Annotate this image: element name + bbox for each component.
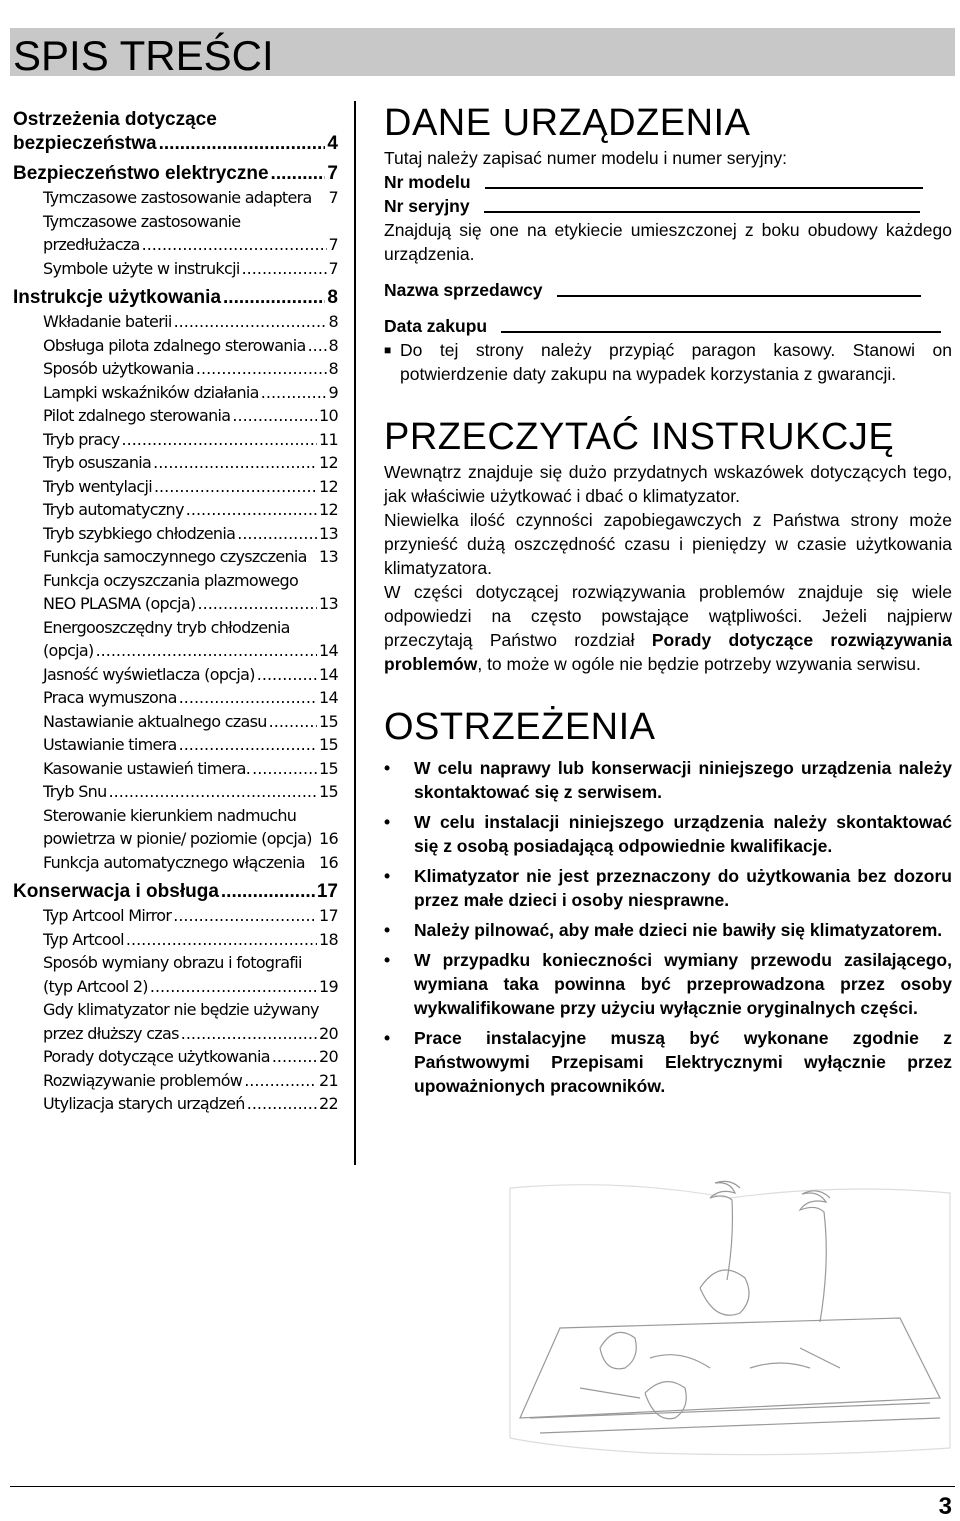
toc-leader <box>96 639 317 663</box>
toc-label: Nastawianie aktualnego czasu <box>43 711 267 731</box>
toc-label: Tymczasowe zastosowanie adaptera <box>43 188 312 207</box>
toc-page: 15 <box>319 735 338 754</box>
warning-item <box>384 918 952 942</box>
bullet-icon: • <box>384 920 391 940</box>
toc-page: 15 <box>319 711 338 731</box>
toc-page: 4 <box>327 133 338 154</box>
toc-label: Tryb szybkiego chłodzenia <box>43 523 236 543</box>
toc-page: 22 <box>319 1094 338 1113</box>
toc-page: 12 <box>319 476 338 496</box>
toc-label: powietrza w pionie/ poziomie (opcja) <box>43 829 312 848</box>
toc-page: 18 <box>319 929 338 949</box>
toc-line-sub: Sposób wymiany obrazu i fotografii <box>43 953 302 972</box>
toc-line-sub: Tymczasowe zastosowanie <box>43 211 241 231</box>
toc-page: 12 <box>319 453 338 472</box>
toc-page: 7 <box>327 163 338 184</box>
toc-label: przez dłuższy czas <box>43 1023 179 1043</box>
read-p3-bold: Porady dotyczące rozwiązywania problemów <box>384 630 952 674</box>
toc-label: Lampki wskaźników działania <box>43 382 259 402</box>
toc-entry-sub[interactable] <box>13 186 338 210</box>
date-line <box>501 331 941 333</box>
seller-line <box>557 295 921 297</box>
toc-page: 20 <box>319 1047 338 1066</box>
toc-entry-sub[interactable] <box>13 710 338 734</box>
bullet-icon: • <box>384 1028 391 1048</box>
beach-illustration <box>500 1168 960 1468</box>
toc-label: przedłużacza <box>43 235 140 254</box>
toc-leader <box>308 334 327 358</box>
toc-label: Wkładanie baterii <box>43 312 172 331</box>
toc-line-sub: Gdy klimatyzator nie będzie używany <box>43 1000 319 1019</box>
toc-page: 19 <box>319 976 338 996</box>
warning-text: W celu naprawy lub konserwacji niniejszego urządzenia należy skontaktować się z serwisem. <box>414 758 952 802</box>
toc-entry-sub[interactable] <box>13 780 338 804</box>
toc-page: 17 <box>316 881 338 902</box>
read-p2: Niewielka ilość czynności zapobiegawczych z Państwa strony może przynieść dużą oszczędność czasu i pieniędzy w czasie użytkowania klimatyzatora. <box>384 510 952 578</box>
toc-leader <box>261 381 327 405</box>
warning-text: Klimatyzator nie jest przeznaczony do użytkowania bez dozoru przez małe dzieci i osoby niesprawne. <box>414 866 952 910</box>
toc-page: 14 <box>319 641 338 660</box>
toc-page: 15 <box>319 782 338 801</box>
toc-entry-sub[interactable] <box>13 357 338 381</box>
toc-entry-sub[interactable] <box>13 904 338 928</box>
toc-label: (opcja) <box>43 641 94 660</box>
toc-page: 20 <box>319 1023 338 1043</box>
warning-text: Należy pilnować, aby małe dzieci nie bawiły się klimatyzatorem. <box>414 920 943 940</box>
serial-line <box>484 211 920 213</box>
toc-leader <box>232 404 317 428</box>
toc-label: Jasność wyświetlacza (opcja) <box>43 664 255 684</box>
toc-leader <box>179 733 317 757</box>
toc-label: Ustawianie timera <box>43 735 177 754</box>
toc-page: 14 <box>319 688 338 707</box>
toc-line-sub: Energooszczędny tryb chłodzenia <box>43 617 290 637</box>
toc-leader <box>153 451 317 475</box>
toc-label: Obsługa pilota zdalnego sterowania <box>43 335 306 355</box>
toc-leader <box>242 257 327 281</box>
toc-entry-main[interactable] <box>13 880 338 904</box>
toc-entry-sub[interactable] <box>13 1022 338 1046</box>
toc-label: Tryb wentylacji <box>43 476 152 496</box>
toc-entry-sub[interactable] <box>13 404 338 428</box>
bullet-icon: • <box>384 950 391 970</box>
footer-rule <box>10 1486 955 1487</box>
toc-leader <box>186 498 317 522</box>
toc-entry-sub[interactable] <box>13 592 338 616</box>
toc-leader <box>142 233 327 257</box>
toc-label: Typ Artcool Mirror <box>43 906 172 925</box>
toc-entry-sub[interactable] <box>13 428 338 452</box>
read-p3-c: , to może w ogóle nie będzie potrzeby wzywania serwisu. <box>477 654 921 674</box>
toc-label: Konserwacja i obsługa <box>13 881 219 902</box>
toc-entry-sub[interactable] <box>13 451 338 475</box>
toc-leader <box>237 522 317 546</box>
toc-entry-sub[interactable] <box>13 257 338 281</box>
device-note: Znajdują się one na etykiecie umieszczonej z boku obudowy każdego urządzenia. <box>384 220 952 264</box>
bullet-icon: • <box>384 758 391 778</box>
toc-leader <box>126 928 317 952</box>
toc-entry-sub[interactable] <box>13 1045 338 1069</box>
toc-entry-sub[interactable] <box>13 545 338 569</box>
toc-entry-sub[interactable] <box>13 334 338 358</box>
toc-page: 7 <box>328 188 338 207</box>
toc-label: Rozwiązywanie problemów <box>43 1070 243 1090</box>
warning-text: W przypadku konieczności wymiany przewodu zasilającego, wymiana taka powinna być przeprowadzona przez osoby wykwalifikowane przy użyciu wyłącznie oryginalnych części. <box>414 950 952 1018</box>
warning-text: Prace instalacyjne muszą być wykonane zgodnie z Państwowymi Przepisami Elektrycznymi wyłącznie przez upoważnionych pracowników. <box>414 1028 952 1096</box>
model-label: Nr modelu <box>384 172 471 192</box>
toc-label: Funkcja samoczynnego czyszczenia <box>43 547 307 566</box>
column-divider <box>354 101 356 1165</box>
page-number: 3 <box>938 1493 952 1520</box>
read-heading: PRZECZYTAĆ INSTRUKCJĘ <box>384 416 895 458</box>
toc-page: 13 <box>319 594 338 613</box>
toc-label: Pilot zdalnego sterowania <box>43 406 231 425</box>
toc-label: Funkcja automatycznego włączenia <box>43 852 305 872</box>
toc-page: 13 <box>319 547 338 566</box>
toc-entry-sub[interactable] <box>13 663 338 687</box>
toc-entry-sub[interactable] <box>13 733 338 757</box>
read-p1: Wewnątrz znajduje się dużo przydatnych wskazówek dotyczących tego, jak właściwie użytkować i dbać o klimatyzator. <box>384 462 952 506</box>
toc-leader <box>196 357 327 381</box>
toc-leader <box>109 780 317 804</box>
page-title: SPIS TREŚCI <box>13 32 274 79</box>
toc-leader <box>247 1092 317 1116</box>
toc-page: 7 <box>328 235 338 254</box>
bullet-icon: • <box>384 812 391 832</box>
toc-entry-sub[interactable] <box>13 827 338 851</box>
toc-page: 8 <box>328 335 338 355</box>
toc-leader <box>173 904 317 928</box>
toc-label: Praca wymuszona <box>43 688 177 707</box>
toc-page: 21 <box>319 1070 338 1090</box>
warning-text: W celu instalacji niniejszego urządzenia należy skontaktować się z osobą posiadającą odpowiednie kwalifikacje. <box>414 812 952 856</box>
toc-leader <box>122 428 318 452</box>
toc-entry-main[interactable] <box>13 162 338 186</box>
toc-leader <box>244 1069 317 1093</box>
toc-entry-sub[interactable] <box>13 310 338 334</box>
date-label: Data zakupu <box>384 316 488 336</box>
toc-leader <box>272 1045 317 1069</box>
toc-entry-sub[interactable] <box>13 975 338 999</box>
toc-leader <box>179 686 317 710</box>
toc-label: Sposób użytkowania <box>43 359 194 378</box>
warning-item <box>384 948 952 1020</box>
toc-page: 13 <box>319 523 338 543</box>
toc-leader <box>252 757 317 781</box>
toc-entry-sub[interactable] <box>13 1069 338 1093</box>
right-column <box>384 100 952 1104</box>
title-bar <box>10 28 955 79</box>
toc-page: 12 <box>319 500 338 519</box>
toc-label: Tryb osuszania <box>43 453 152 472</box>
toc-leader <box>269 710 317 734</box>
toc-page: 7 <box>328 258 338 278</box>
toc-page: 8 <box>327 287 338 308</box>
toc-entry-sub[interactable] <box>13 928 338 952</box>
device-heading: DANE URZĄDZENIA <box>384 102 751 144</box>
toc-leader <box>198 592 318 616</box>
toc-leader <box>150 975 317 999</box>
toc-entry-sub[interactable] <box>13 639 338 663</box>
seller-label: Nazwa sprzedawcy <box>384 280 543 300</box>
read-p3-a: W części dotyczącej rozwiązywania problemów znajduje się wiele odpowiedzi na często powstające wątpliwości. Jeżeli najpierw przeczytają Państwo rozdział <box>384 582 952 650</box>
toc-label: bezpieczeństwa <box>13 133 157 154</box>
toc-page: 17 <box>319 906 338 925</box>
warning-item <box>384 864 952 912</box>
toc-line-sub: Funkcja oczyszczania plazmowego <box>43 570 299 590</box>
model-field <box>384 170 952 194</box>
toc-line-sub: Sterowanie kierunkiem nadmuchu <box>43 805 297 825</box>
toc-leader <box>223 286 325 310</box>
toc-page: 8 <box>328 359 338 378</box>
toc-leader <box>159 132 326 156</box>
receipt-note <box>384 338 952 386</box>
model-line <box>485 187 923 189</box>
toc-leader <box>271 162 326 186</box>
device-intro: Tutaj należy zapisać numer modelu i numer seryjny: <box>384 148 787 168</box>
toc-page: 16 <box>319 829 338 848</box>
toc-entry-sub[interactable] <box>13 522 338 546</box>
toc-entry-sub[interactable] <box>13 851 338 875</box>
toc-entry-sub[interactable] <box>13 498 338 522</box>
toc-entry-sub[interactable] <box>13 686 338 710</box>
toc-entry-main[interactable] <box>13 286 338 310</box>
toc-label: (typ Artcool 2) <box>43 976 148 996</box>
toc-page: 15 <box>319 758 338 778</box>
toc-page: 8 <box>328 312 338 331</box>
toc-label: Instrukcje użytkowania <box>13 287 222 308</box>
warning-item <box>384 756 952 804</box>
toc-entry-sub[interactable] <box>13 1092 338 1116</box>
toc-entry-sub[interactable] <box>13 233 338 257</box>
toc-label: Utylizacja starych urządzeń <box>43 1094 245 1113</box>
toc-label: Tryb pracy <box>43 429 120 449</box>
toc-page: 9 <box>328 382 338 402</box>
serial-label: Nr seryjny <box>384 196 470 216</box>
toc-label: Kasowanie ustawień timera. <box>43 758 251 778</box>
toc-label: Tryb Snu <box>43 782 107 801</box>
toc-leader <box>154 475 317 499</box>
serial-field <box>384 194 952 218</box>
read-p3 <box>384 580 952 676</box>
toc-entry-sub[interactable] <box>13 475 338 499</box>
toc-page: 14 <box>319 664 338 684</box>
toc-line-main: Ostrzeżenia dotyczące <box>13 109 217 130</box>
toc-label: Bezpieczeństwo elektryczne <box>13 163 269 184</box>
toc-entry-main[interactable] <box>13 132 338 156</box>
warnings-heading: OSTRZEŻENIA <box>384 706 656 748</box>
toc-label: Symbole użyte w instrukcji <box>43 258 240 278</box>
toc-label: Typ Artcool <box>43 929 124 949</box>
toc-leader <box>174 310 327 334</box>
seller-field <box>384 278 952 302</box>
toc-label: Porady dotyczące użytkowania <box>43 1047 270 1066</box>
receipt-text: Do tej strony należy przypiąć paragon kasowy. Stanowi on potwierdzenie daty zakupu na wypadek korzystania z gwarancji. <box>400 340 952 384</box>
toc-leader <box>181 1022 317 1046</box>
warnings-list <box>384 756 952 1098</box>
toc-page: 10 <box>319 406 338 425</box>
toc-page: 16 <box>319 852 338 872</box>
square-bullet-icon: ■ <box>384 343 392 357</box>
toc-label: Tryb automatyczny <box>43 500 184 519</box>
toc-leader <box>221 880 315 904</box>
toc-page: 11 <box>319 429 338 449</box>
toc-entry-sub[interactable] <box>13 381 338 405</box>
toc-leader <box>257 663 317 687</box>
bullet-icon: • <box>384 866 391 886</box>
warning-item <box>384 1026 952 1098</box>
toc-entry-sub[interactable] <box>13 757 338 781</box>
date-field <box>384 314 952 338</box>
toc-label: NEO PLASMA (opcja) <box>43 594 196 613</box>
warning-item <box>384 810 952 858</box>
table-of-contents <box>13 108 338 1116</box>
